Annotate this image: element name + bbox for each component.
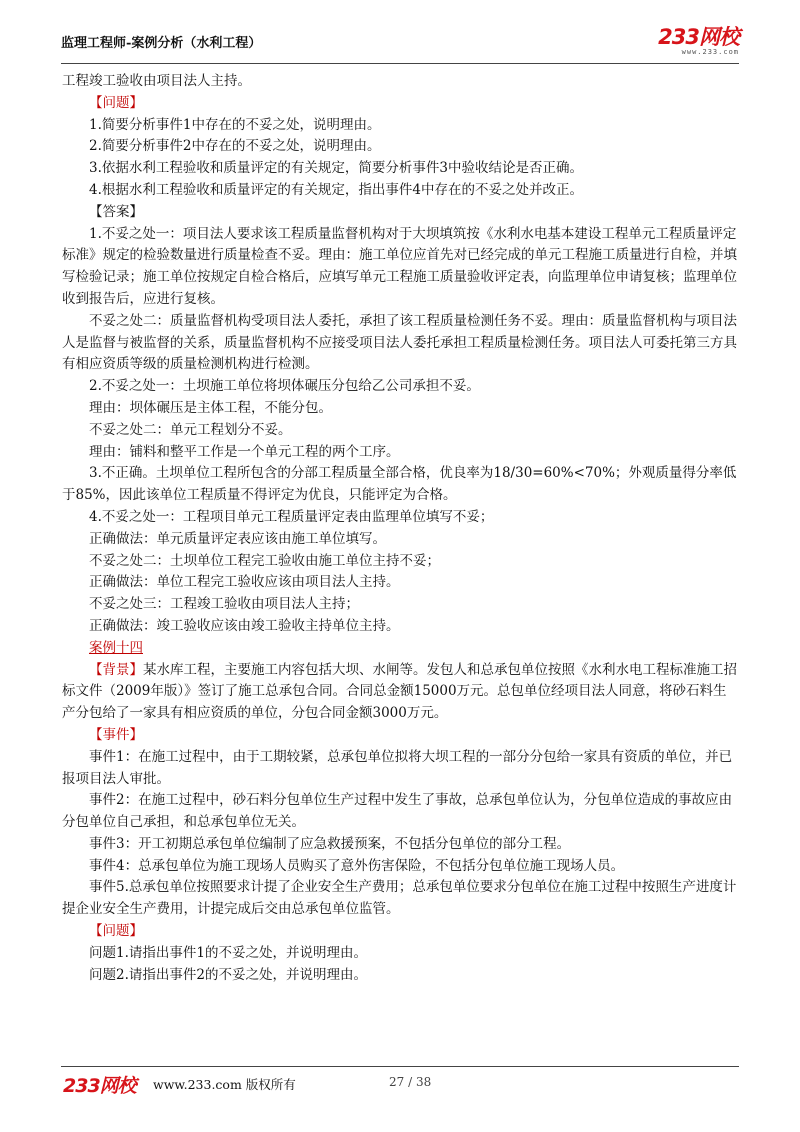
paragraph	[62, 463, 738, 507]
paragraph	[62, 180, 738, 202]
footer-divider	[61, 1066, 739, 1067]
paragraph	[62, 376, 738, 398]
header-divider	[61, 63, 739, 64]
paragraph	[62, 529, 738, 551]
paragraph-text: 1.简要分析事件1中存在的不妥之处，说明理由。	[89, 116, 381, 133]
paragraph	[62, 71, 738, 93]
paragraph-text: 不妥之处二：土坝单位工程完工验收由施工单位主持不妥；	[89, 552, 440, 569]
paragraph-text: 3.不正确。土坝单位工程所包含的分部工程质量全部合格，优良率为18/30=60%<70%；外观质量得分率低于85%，因此该单位工程质量不得评定为优良，只能评定为合格。	[62, 465, 737, 504]
paragraph-text: 问题1.请指出事件1的不妥之处，并说明理由。	[89, 944, 367, 961]
paragraph	[62, 507, 738, 529]
paragraph	[62, 790, 738, 834]
paragraph-text: 【问题】	[89, 923, 143, 940]
paragraph-text: 正确做法：单元质量评定表应该由施工单位填写。	[89, 530, 386, 547]
paragraph	[62, 93, 738, 115]
paragraph-text: 问题2.请指出事件2的不妥之处，并说明理由。	[89, 966, 367, 983]
paragraph-text: 不妥之处二：质量监督机构受项目法人委托，承担了该工程质量检测任务不妥。理由：质量监督机构与项目法人是监督与被监督的关系，质量监督机构不应接受项目法人委托承担工程质量检测任务。项目法人可委托第三方具有相应资质等级的质量检测机构进行检测。	[62, 312, 737, 373]
paragraph-text: 4.根据水利工程验收和质量评定的有关规定，指出事件4中存在的不妥之处并改正。	[89, 181, 583, 198]
paragraph-text: 1.不妥之处一：项目法人要求该工程质量监督机构对于大坝填筑按《水利水电基本建设工程单元工程质量评定标准》规定的检验数量进行质量检查不妥。理由：施工单位应首先对已经完成的单元工程施工质量进行自检，并填写检验记录；施工单位按规定自检合格后，应填写单元工程施工质量验收评定表，向监理单位申请复核；监理单位收到报告后，应进行复核。	[62, 225, 737, 307]
paragraph	[62, 747, 738, 791]
paragraph-text: 案例十四	[89, 639, 143, 656]
document-body	[62, 71, 738, 986]
paragraph	[62, 638, 738, 660]
paragraph	[62, 943, 738, 965]
paragraph	[62, 115, 738, 137]
paragraph-text: 【事件】	[89, 726, 143, 743]
paragraph	[62, 442, 738, 464]
page-footer	[61, 1068, 739, 1096]
paragraph-text: 事件1：在施工过程中，由于工期较紧，总承包单位拟将大坝工程的一部分分包给一家具有资质的单位，并已报项目法人审批。	[62, 748, 733, 787]
paragraph	[62, 311, 738, 376]
paragraph-text: 3.依据水利工程验收和质量评定的有关规定，简要分析事件3中验收结论是否正确。	[89, 160, 583, 177]
paragraph-text: 【答案】	[89, 203, 143, 220]
paragraph-text: 2.简要分析事件2中存在的不妥之处，说明理由。	[89, 138, 381, 155]
paragraph	[62, 572, 738, 594]
paragraph-text: 理由：坝体碾压是主体工程，不能分包。	[89, 399, 332, 416]
paragraph	[62, 224, 738, 311]
paragraph-text: 事件5.总承包单位按照要求计提了企业安全生产费用；总承包单位要求分包单位在施工过程中按照生产进度计提企业安全生产费用，计提完成后交由总承包单位监管。	[62, 879, 737, 918]
paragraph-text: 正确做法：竣工验收应该由竣工验收主持单位主持。	[89, 617, 400, 634]
footer-logo[interactable]: 233网校	[63, 1075, 136, 1097]
paragraph-text: 工程竣工验收由项目法人主持。	[62, 73, 251, 89]
paragraph	[62, 202, 738, 224]
paragraph-text: 理由：铺料和整平工作是一个单元工程的两个工序。	[89, 443, 400, 460]
paragraph	[62, 420, 738, 442]
paragraph-text: 4.不妥之处一：工程项目单元工程质量评定表由监理单位填写不妥；	[89, 508, 494, 525]
brand-logo[interactable]	[658, 26, 739, 56]
paragraph	[62, 725, 738, 747]
paragraph	[62, 158, 738, 180]
paragraph-text: 【问题】	[89, 94, 143, 111]
logo-url: www.233.com	[681, 48, 739, 56]
paragraph-text: 某水库工程，主要施工内容包括大坝、水闸等。发包人和总承包单位按照《水利水电工程标准施工招标文件（2009年版）》签订了施工总承包合同。合同总金额15000万元。总包单位经项目法人同意，将砂石料生产分包给了一家具有相应资质的单位，分包合同金额3000万元。	[62, 661, 737, 722]
paragraph-text: 不妥之处三：工程竣工验收由项目法人主持；	[89, 596, 359, 613]
paragraph	[62, 921, 738, 943]
paragraph	[62, 594, 738, 616]
paragraph	[62, 965, 738, 987]
paragraph	[62, 551, 738, 573]
section-label: 【背景】	[89, 661, 143, 678]
page-number: 27 / 38	[389, 1075, 432, 1089]
paragraph	[62, 856, 738, 878]
copyright-text: www.233.com 版权所有	[153, 1077, 296, 1092]
paragraph-text: 正确做法：单位工程完工验收应该由项目法人主持。	[89, 574, 400, 591]
document-title: 监理工程师-案例分析（水利工程）	[61, 36, 262, 51]
paragraph	[62, 834, 738, 856]
paragraph-text: 事件2：在施工过程中，砂石料分包单位生产过程中发生了事故，总承包单位认为，分包单位造成的事故应由分包单位自己承担，和总承包单位无关。	[62, 792, 733, 831]
paragraph	[62, 877, 738, 921]
paragraph	[62, 136, 738, 158]
paragraph-text: 事件3：开工初期总承包单位编制了应急救援预案，不包括分包单位的部分工程。	[89, 835, 571, 852]
paragraph-text: 不妥之处二：单元工程划分不妥。	[89, 421, 292, 438]
paragraph	[62, 398, 738, 420]
logo-text: 233网校	[658, 25, 739, 49]
paragraph-text: 2.不妥之处一：土坝施工单位将坝体碾压分包给乙公司承担不妥。	[89, 378, 480, 395]
page-header	[61, 26, 739, 60]
paragraph	[62, 660, 738, 725]
paragraph	[62, 616, 738, 638]
paragraph-text: 事件4：总承包单位为施工现场人员购买了意外伤害保险，不包括分包单位施工现场人员。	[89, 857, 625, 874]
